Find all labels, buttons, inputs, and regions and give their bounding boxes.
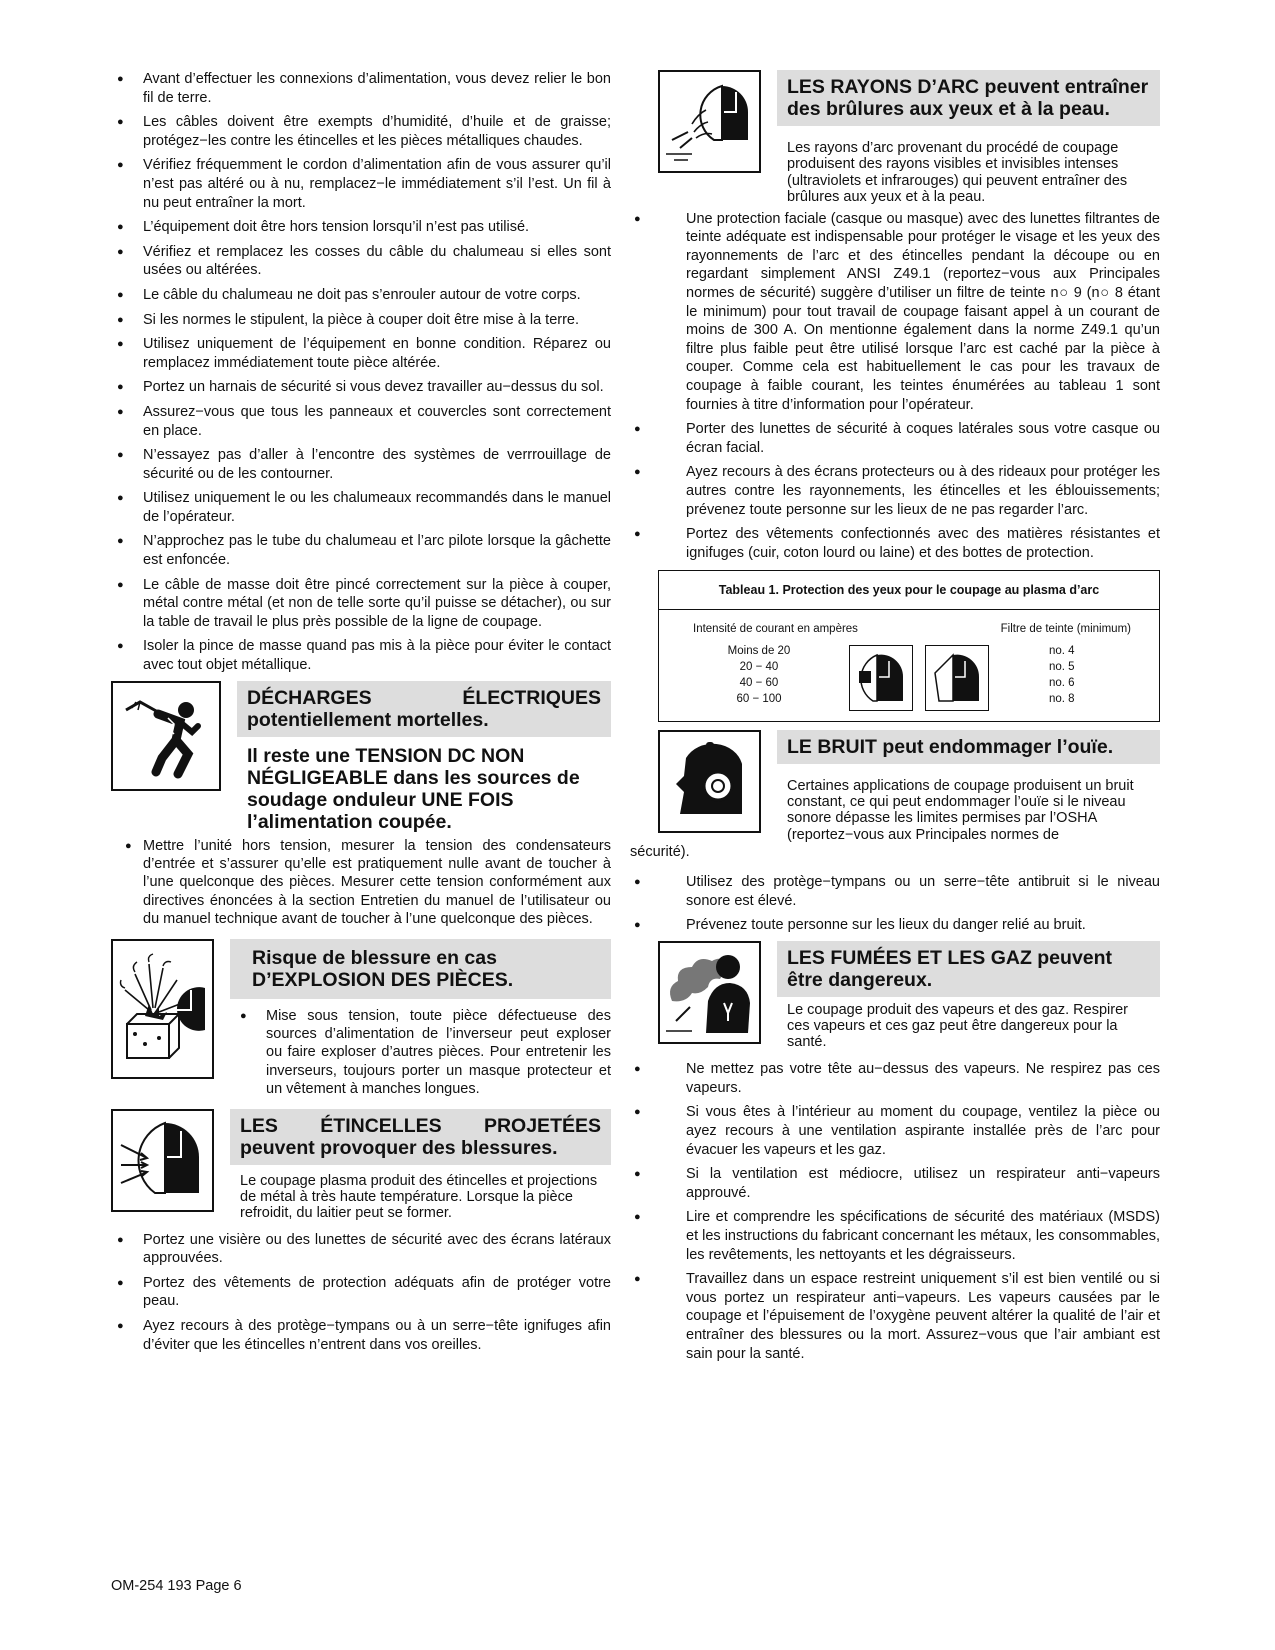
list-item: ● Portez des vêtements de protection adéquats afin de protéger votre peau. [111, 1274, 611, 1311]
list-item: ● L’équipement doit être hors tension lorsqu’il n’est pas utilisé. [111, 218, 611, 237]
arc-rays-icon [658, 70, 761, 173]
list-item: ● Portez des vêtements confectionnés avec des matières résistantes et ignifuges (cuir, coton lourd ou laine) et des bottes de protection. [628, 525, 1160, 562]
flying-sparks-text: Le coupage plasma produit des étincelles et projections de métal à très haute température. Lorsque la pièce refroidit, du laitier peut se former. [240, 1172, 598, 1221]
list-item: ● Ayez recours à des protège−tympans ou à un serre−tête ignifuges afin d’éviter que les étincelles n’entrent dans vos oreilles. [111, 1317, 611, 1354]
table-cell: Moins de 20 [727, 644, 791, 657]
list-item: ● Isoler la pince de masse quand pas mis à la pièce pour éviter le contact avec tout objet métallique. [111, 637, 611, 674]
face-shield-icon [925, 645, 989, 711]
list-item: ● Prévenez toute personne sur les lieux du danger relié au bruit. [628, 916, 1160, 935]
electrical-bullet-list [111, 70, 611, 675]
table-cell: no. 6 [1049, 676, 1075, 689]
table-cell: no. 4 [1049, 644, 1075, 657]
list-item: ● Ne mettez pas votre tête au−dessus des vapeurs. Ne respirez pas ces vapeurs. [628, 1060, 1160, 1097]
list-item: ● Le câble de masse doit être pincé correctement sur la pièce à couper, métal contre métal (et non de telle sorte qu’il puisse se détacher), ou sur la table de travail le plus près possible de la ligne de coupage. [111, 576, 611, 632]
current-values [669, 643, 809, 711]
list-item: ● Vérifiez fréquemment le cordon d’alimentation afin de vous assurer qu’il n’est pas altéré ou à nu, remplacez−le immédiatement s’il l’est. Un fil à nu peut entraîner la mort. [111, 156, 611, 212]
flying-sparks-hazard [111, 1109, 611, 1221]
noise-title: LE BRUIT peut endommager l’ouïe. [777, 730, 1160, 764]
noise-hazard [658, 730, 1160, 844]
list-item: ● Utilisez des protège−tympans ou un serre−tête antibruit si le niveau sonore est élevé. [628, 873, 1160, 910]
list-item: ● Travaillez dans un espace restreint uniquement s’il est bien ventilé ou si vous portez un respirateur anti−vapeurs. Les vapeurs causées par le coupage et l’épuisement de l’oxygène peuvent altérer la qualité de l’air et entraîner des blessures ou la mort. Assurez−vous que l’air ambiant est sain pour la santé. [628, 1270, 1160, 1363]
flying-sparks-title: LES ÉTINCELLES PROJETÉES peuvent provoquer des blessures. [230, 1109, 611, 1165]
list-item: ● Porter des lunettes de sécurité à coques latérales sous votre casque ou écran facial. [628, 420, 1160, 457]
table-cell: 60 − 100 [736, 692, 782, 705]
eye-protection-table [658, 570, 1160, 721]
arc-rays-hazard [658, 70, 1160, 206]
list-item: ● Assurez−vous que tous les panneaux et couvercles sont correctement en place. [111, 403, 611, 440]
fumes-bullet-list [628, 1060, 1160, 1363]
table-cell: no. 5 [1049, 660, 1075, 673]
noise-text: Certaines applications de coupage produisent un bruit constant, ce qui peut endommager l’ouïe si le niveau sonore dépasse les limites permises par l’OSHA (reportez−vous aux Principales normes de [787, 777, 1134, 843]
explosion-bullet-list [230, 1007, 611, 1099]
list-item: ● Vérifiez et remplacez les cosses du câble du chalumeau si elles sont usées ou altérées. [111, 243, 611, 280]
noise-icon [658, 730, 761, 833]
list-item: ● Avant d’effectuer les connexions d’alimentation, vous devez relier le bon fil de terre. [111, 70, 611, 107]
list-item: ● Les câbles doivent être exempts d’humidité, d’huile et de graisse; protégez−les contre les étincelles et les pièces métalliques chaudes. [111, 113, 611, 150]
list-item: ● Si la ventilation est médiocre, utilisez un respirateur anti−vapeurs approuvé. [628, 1165, 1160, 1202]
sparks-bullet-list [111, 1231, 611, 1355]
exploding-parts-icon [111, 939, 214, 1079]
fumes-gases-hazard [658, 941, 1160, 1050]
list-item: ● Si les normes le stipulent, la pièce à couper doit être mise à la terre. [111, 311, 611, 330]
flying-sparks-icon [111, 1109, 214, 1212]
list-item: ● N’approchez pas le tube du chalumeau et l’arc pilote lorsque la gâchette est enfoncée. [111, 532, 611, 569]
page-footer: OM-254 193 Page 6 [111, 1578, 242, 1594]
fumes-gases-title: LES FUMÉES ET LES GAZ peuvent être dangereux. [777, 941, 1160, 997]
electric-shock-icon [111, 681, 221, 791]
arc-rays-bullet-list [628, 210, 1160, 563]
electric-shock-hazard [111, 681, 611, 833]
table-icons [809, 643, 1029, 711]
filter-column-header: Filtre de teinte (minimum) [1000, 622, 1131, 635]
table-cell: 40 − 60 [739, 676, 779, 689]
exploding-parts-title: Risque de blessure en cas D’EXPLOSION DES PIÈCES. [230, 939, 611, 999]
list-item: ● Si vous êtes à l’intérieur au moment du coupage, ventilez la pièce ou ayez recours à une ventilation aspirante installée près de l’arc pour évacuer les vapeurs et les gaz. [628, 1103, 1160, 1159]
filter-values [1029, 643, 1149, 711]
noise-text-continued: sécurité). [630, 844, 690, 861]
shock-bullet-list [119, 837, 611, 929]
list-item: ● N’essayez pas d’aller à l’encontre des systèmes de verrrouillage de sécurité ou de les contourner. [111, 446, 611, 483]
table-cell: 20 − 40 [739, 660, 779, 673]
list-item: ● Portez un harnais de sécurité si vous devez travailler au−dessus du sol. [111, 378, 611, 397]
noise-bullet-list [628, 873, 1160, 935]
list-item: ● Ayez recours à des écrans protecteurs ou à des rideaux pour protéger les autres contre les rayonnements, les étincelles et les éblouissements; prévenez toute personne sur les lieux de ne pas regarder l’arc. [628, 463, 1160, 519]
welding-helmet-icon [849, 645, 913, 711]
current-column-header: Intensité de courant en ampères [693, 622, 858, 635]
fumes-gases-text: Le coupage produit des vapeurs et des gaz. Respirer ces vapeurs et ces gaz peut être dangereux pour la santé. [787, 1001, 1128, 1050]
list-item: ● Mettre l’unité hors tension, mesurer la tension des condensateurs d’entrée et s’assurer qu’elle est pratiquement nulle avant de toucher à l’une quelconque des pièces. Mesurer cette tension conformément aux directives énoncées à la section Entretien du manuel de l’utilisateur ou du manuel technique avant de toucher à l’une quelconque des pièces. [119, 837, 611, 929]
dc-voltage-warning: Il reste une TENSION DC NON NÉGLIGEABLE dans les sources de soudage onduleur UNE FOIS l’alimentation coupée. [247, 744, 580, 833]
left-column [111, 70, 611, 1360]
list-item: ● Utilisez uniquement de l’équipement en bonne condition. Réparez ou remplacez immédiatement toute pièce altérée. [111, 335, 611, 372]
right-column [630, 70, 1160, 1369]
list-item: ● Portez une visière ou des lunettes de sécurité avec des écrans latéraux approuvées. [111, 1231, 611, 1268]
list-item: ● Utilisez uniquement le ou les chalumeaux recommandés dans le manuel de l’opérateur. [111, 489, 611, 526]
list-item: ● Le câble du chalumeau ne doit pas s’enrouler autour de votre corps. [111, 286, 611, 305]
list-item: ● Lire et comprendre les spécifications de sécurité des matériaux (MSDS) et les instructions du fabricant concernant les métaux, les consommables, les revêtements, les nettoyants et les dégraisseurs. [628, 1208, 1160, 1264]
table-body [669, 643, 1149, 711]
list-item: ● Une protection faciale (casque ou masque) avec des lunettes filtrantes de teinte adéquate est indispensable pour protéger le visage et les yeux des rayonnements de l’arc et des étincelles pendant la découpe ou en regardant simplement ANSI Z49.1 (reportez−vous aux Principales normes de sécurité) suggère d’utiliser un filtre de teinte n○ 9 (n○ 8 étant le minimum) pour tout travail de coupage faisant appel à un courant de moins de 300 A. On mentionne également dans la norme Z49.1 qu’un filtre plus faible peut être utilisé lorsque l’arc est caché par la pièce à couper. Comme cela est habituellement le cas pour les travaux de coupage à faible courant, les teintes énumérées au tableau 1 sont fournies à titre d’information pour l’opérateur. [628, 210, 1160, 415]
list-item: ● Mise sous tension, toute pièce défectueuse des sources d’alimentation de l’inverseur peut exploser ou faire exploser d’autres pièces. Pour entretenir les inverseurs, toujours porter un masque protecteur et un vêtement à manches longues. [234, 1007, 611, 1099]
fumes-gases-icon [658, 941, 761, 1044]
arc-rays-text: Les rayons d’arc provenant du procédé de coupage produisent des rayons visibles et invisibles intenses (ultraviolets et infrarouges) qui peuvent entraîner des brûlures aux yeux et à la peau. [787, 140, 1128, 206]
electric-shock-title: DÉCHARGES ÉLECTRIQUES potentiellement mortelles. [237, 681, 611, 737]
arc-rays-title: LES RAYONS D’ARC peuvent entraîner des brûlures aux yeux et à la peau. [777, 70, 1160, 126]
table-title: Tableau 1. Protection des yeux pour le coupage au plasma d’arc [659, 579, 1159, 610]
table-header-row [669, 620, 1149, 639]
table-cell: no. 8 [1049, 692, 1075, 705]
exploding-parts-hazard [111, 939, 611, 1105]
